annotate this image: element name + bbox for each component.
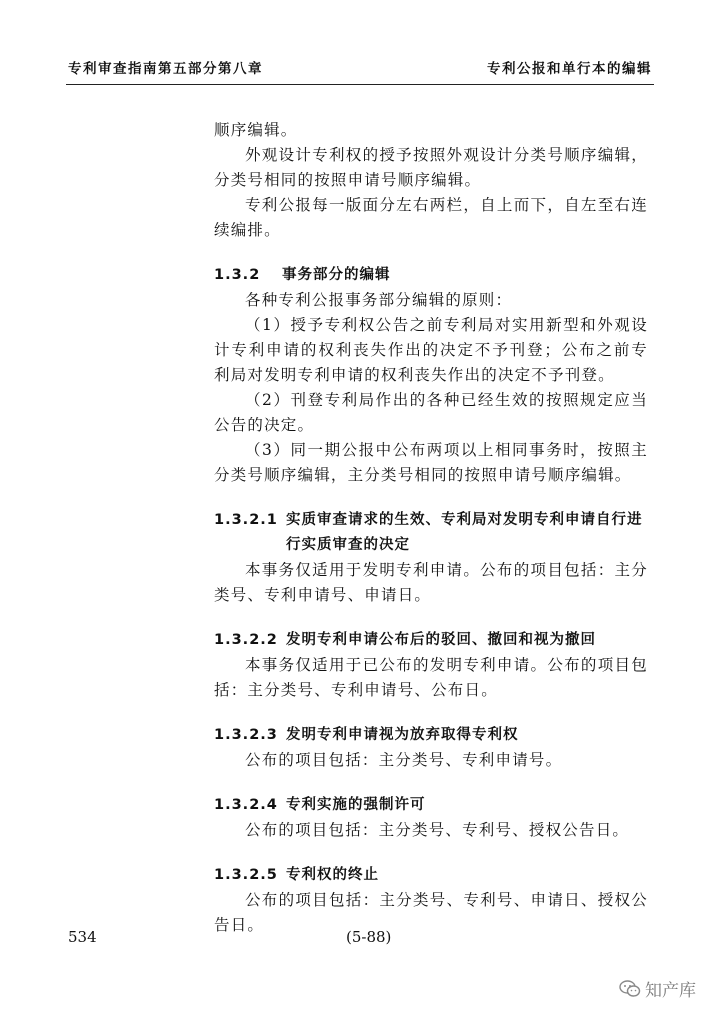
section-heading-1-3-2-4: [214, 793, 648, 818]
page-body: [214, 118, 648, 938]
paragraph: 本事务仅适用于发明专利申请。公布的项目包括：主分类号、专利申请号、申请日。: [214, 561, 648, 604]
paragraph: 公布的项目包括：主分类号、专利申请号。: [245, 751, 563, 769]
paragraph: 外观设计专利权的授予按照外观设计分类号顺序编辑，分类号相同的按照申请号顺序编辑。: [214, 146, 648, 189]
section-number: 1.3.2.4: [214, 797, 278, 813]
header-rule: [66, 84, 654, 85]
paragraph: 公布的项目包括：主分类号、专利号、授权公告日。: [245, 821, 630, 839]
running-header: [68, 57, 652, 79]
paragraph: （2）刊登专利局作出的各种已经生效的按照规定应当公告的决定。: [214, 391, 648, 434]
page-number: 534: [68, 928, 97, 946]
paragraph: 顺序编辑。: [214, 121, 298, 139]
wechat-icon: [619, 980, 641, 998]
section-number: 1.3.2: [214, 267, 261, 283]
header-section-title: 专利公报和单行本的编辑: [487, 61, 652, 77]
section-heading-1-3-2: [214, 263, 648, 288]
section-number: 1.3.2.1: [214, 512, 278, 528]
watermark: [619, 976, 696, 1001]
section-heading-1-3-2-3: [214, 723, 648, 748]
section-number: 1.3.2.2: [214, 632, 278, 648]
section-title: 发明专利申请公布后的驳回、撤回和视为撤回: [286, 632, 596, 648]
paragraph: 公布的项目包括：主分类号、专利号、申请日、授权公告日。: [214, 891, 648, 934]
section-number: 1.3.2.3: [214, 727, 278, 743]
section-title: 专利权的终止: [286, 867, 379, 883]
paragraph: 各种专利公报事务部分编辑的原则：: [245, 291, 513, 309]
watermark-text: 知产库: [645, 981, 696, 1001]
paragraph: 本事务仅适用于已公布的发明专利申请。公布的项目包括：主分类号、专利申请号、公布日。: [214, 656, 648, 699]
section-number: 1.3.2.5: [214, 867, 278, 883]
section-title: 实质审查请求的生效、专利局对发明专利申请自行进行实质审查的决定: [286, 512, 643, 553]
section-page-number: (5-88): [346, 928, 392, 946]
paragraph: （1）授予专利权公告之前专利局对实用新型和外观设计专利申请的权利丧失作出的决定不予刊登；公布之前专利局对发明专利申请的权利丧失作出的决定不予刊登。: [214, 316, 648, 384]
section-title: 发明专利申请视为放弃取得专利权: [286, 727, 519, 743]
header-chapter-title: 专利审查指南第五部分第八章: [68, 61, 263, 77]
section-heading-1-3-2-1: [214, 508, 648, 558]
section-title: 事务部分的编辑: [282, 267, 391, 283]
section-heading-1-3-2-5: [214, 863, 648, 888]
section-heading-1-3-2-2: [214, 628, 648, 653]
section-title: 专利实施的强制许可: [286, 797, 426, 813]
paragraph: 专利公报每一版面分左右两栏，自上而下，自左至右连续编排。: [214, 196, 648, 239]
paragraph: （3）同一期公报中公布两项以上相同事务时，按照主分类号顺序编辑，主分类号相同的按照申请号顺序编辑。: [214, 441, 648, 484]
